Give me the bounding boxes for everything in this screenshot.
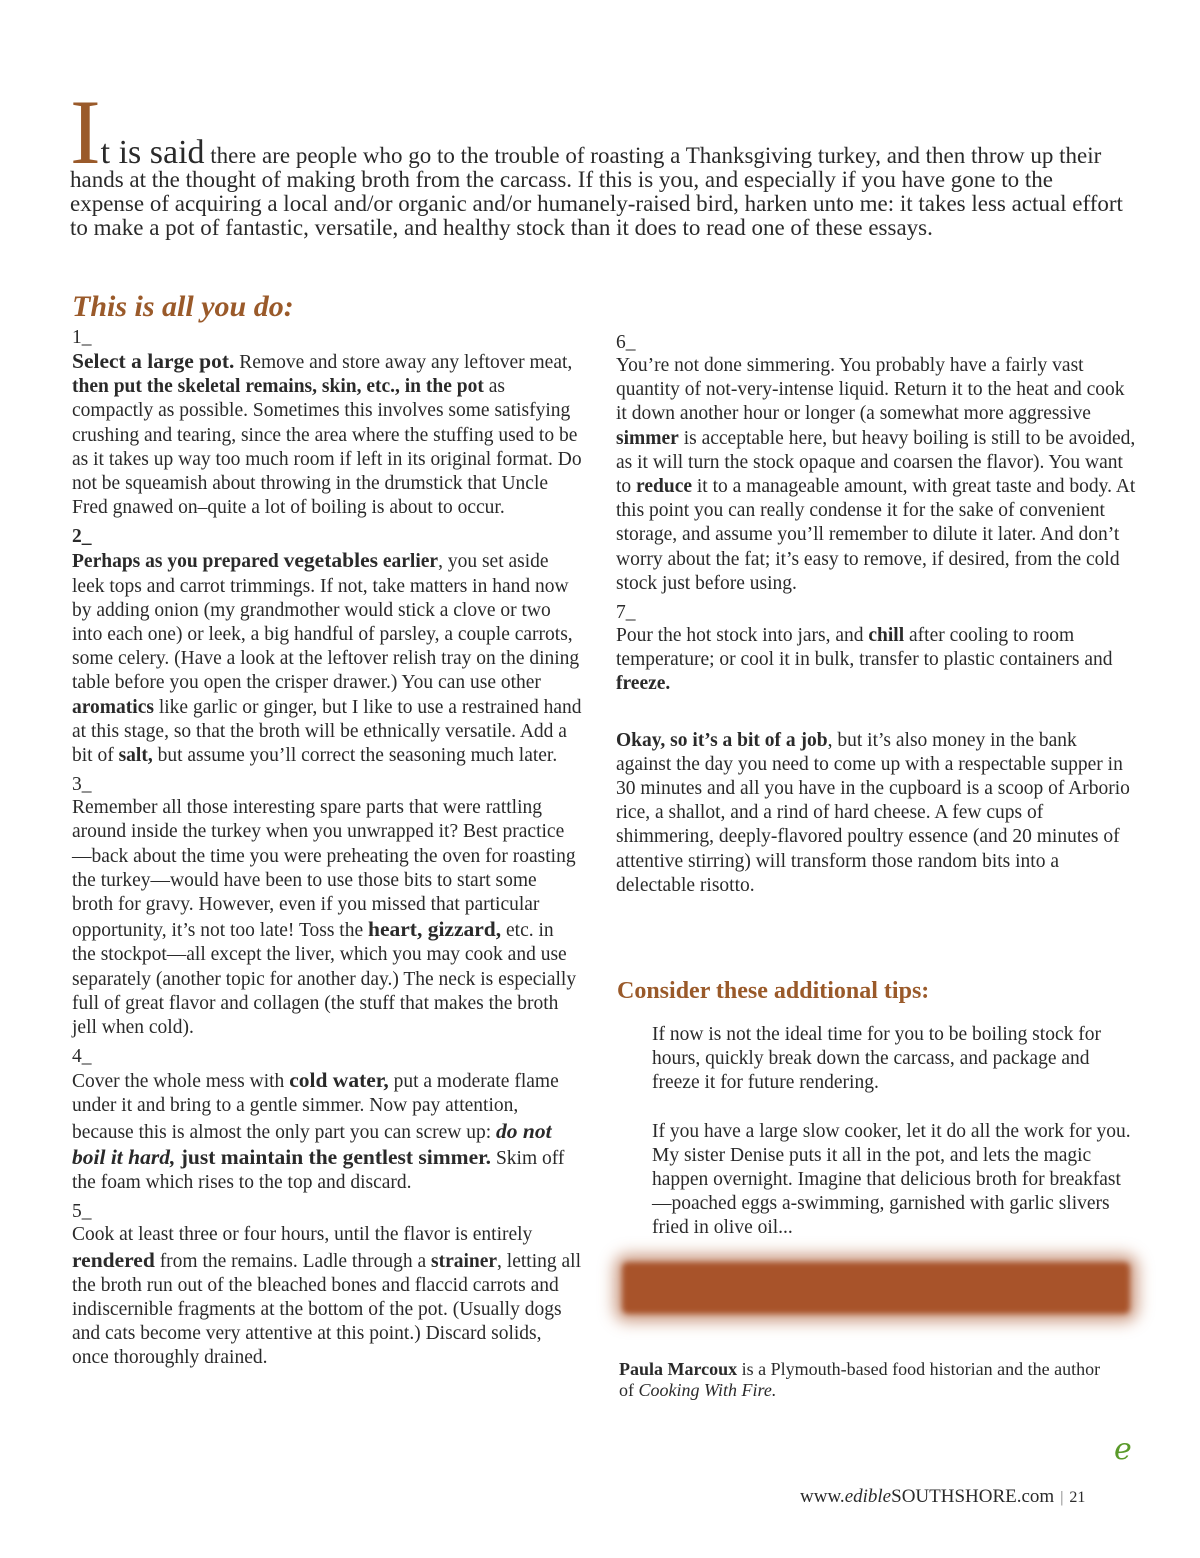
step-number: 6_ bbox=[616, 332, 636, 353]
step-5 bbox=[72, 1201, 582, 1370]
step-text-part: Cover the whole mess with bbox=[72, 1071, 290, 1093]
step-text-part: but assume you’ll correct the seasoning much later. bbox=[152, 745, 558, 767]
step-text-part: Pour the hot stock into jars, and bbox=[616, 625, 869, 647]
step-emphasis: rendered bbox=[72, 1247, 155, 1272]
tips-title: Consider these additional tips: bbox=[617, 978, 930, 1004]
intro-paragraph bbox=[70, 81, 1130, 240]
step-text bbox=[616, 354, 1136, 596]
closing-paragraph bbox=[616, 729, 1136, 898]
closing-emphasis: Okay, so it’s a bit of a job bbox=[616, 729, 828, 751]
step-text bbox=[72, 796, 582, 1040]
step-emphasis: simmer bbox=[616, 427, 679, 449]
footer bbox=[800, 1486, 1130, 1508]
step-2 bbox=[72, 526, 582, 768]
step-text-part: put a moderate flame under it and bring to a gentle simmer. Now pay attention, because this is almost the only part you can screw up: bbox=[72, 1071, 559, 1143]
step-1 bbox=[72, 327, 582, 520]
step-4 bbox=[72, 1046, 582, 1195]
intro-text: there are people who go to the trouble of roasting a Thanksgiving turkey, and then throw up their hands at the thought of making broth from the carcass. If this is you, and especially if you have gone to the expense of acquiring a local and/or organic and/or humanely-raised bird, harken unto me: it takes less actual effort to make a pot of fantastic, versatile, and healthy stock than it does to read one of these essays. bbox=[70, 143, 1123, 240]
step-emphasis: Perhaps as you prepared bbox=[72, 551, 284, 573]
step-emphasis: earlier bbox=[377, 551, 439, 573]
step-text-part: Remove and store away any leftover meat, bbox=[234, 352, 573, 373]
author-name: Paula Marcoux bbox=[619, 1359, 738, 1379]
step-emphasis: just maintain the gentlest simmer. bbox=[175, 1144, 492, 1169]
step-emphasis: do not boil it hard, bbox=[72, 1118, 552, 1169]
page-number: 21 bbox=[1069, 1489, 1086, 1506]
author-bio bbox=[619, 1359, 1119, 1401]
step-emphasis: aromatics bbox=[72, 696, 154, 718]
step-text-part: Skim off the foam which rises to the top and discard. bbox=[72, 1147, 565, 1194]
author-book: Cooking With Fire. bbox=[638, 1380, 777, 1400]
step-emphasis: vegetables bbox=[283, 548, 378, 573]
step-text bbox=[72, 1223, 582, 1370]
section-title: This is all you do: bbox=[72, 290, 294, 323]
step-text-part: like garlic or ginger, but I like to use a restrained hand at this stage, so that the broth will be ethnically versatile. Add a bit of bbox=[72, 696, 582, 767]
step-text-part: it to a manageable amount, with great taste and body. At this point you can really condense it for the sake of convenient storage, and assume you’ll remember to dilute it later. And don’t worry about the fat; it’s easy to remove, if desired, from the cold stock just before using. bbox=[616, 476, 1136, 594]
footer-url-suffix: .com bbox=[1016, 1486, 1055, 1507]
step-text bbox=[72, 349, 582, 520]
step-text bbox=[616, 624, 1136, 697]
step-3 bbox=[72, 774, 582, 1040]
step-text-part: as compactly as possible. Sometimes this involves some satisfying crushing and tearing, since the area where the stuffing used to be as it takes up way too much room if left in its original format. Do not be squeamish about throwing in the drumstick that Uncle Fred gnawed on–quite a lot of boiling is about to occur. bbox=[72, 376, 582, 519]
tip-item: If you have a large slow cooker, let it do all the work for you. My sister Denise puts it all in the pot, and lets the magic happen overnight. Imagine that delicious broth for breakfast—poached eggs a-swimming, garnished with garlic slivers fried in olive oil... bbox=[652, 1120, 1131, 1239]
step-number: 4_ bbox=[72, 1046, 92, 1068]
step-text-part: after cooling to room temperature; or cool it in bulk, transfer to plastic containers and bbox=[616, 625, 1113, 671]
closing-text: , but it’s also money in the bank against the day you need to come up with a respectable supper in 30 minutes and all you have in the cupboard is a scoop of Arborio rice, a shallot, and a rind of hard cheese. A few cups of shimmering, deeply-flavored poultry essence (and 20 minutes of attentive stirring) will transform those random bits into a delectable risotto. bbox=[616, 729, 1130, 896]
decorative-bar bbox=[622, 1262, 1130, 1314]
edible-logo-icon: e bbox=[1114, 1432, 1132, 1467]
step-emphasis: Select a large pot. bbox=[72, 349, 235, 373]
step-emphasis: heart, gizzard, bbox=[368, 917, 502, 942]
tip-item: If now is not the ideal time for you to be boiling stock for hours, quickly break down the carcass, and package and freeze it for future rendering. bbox=[652, 1024, 1101, 1094]
step-emphasis: salt, bbox=[118, 745, 153, 767]
step-emphasis: freeze. bbox=[616, 673, 671, 695]
step-number: 2_ bbox=[72, 526, 92, 548]
step-7 bbox=[616, 602, 1136, 697]
step-text-part: is acceptable here, but heavy boiling is still to be avoided, as it will turn the stock opaque and coarsen the flavor). You want to bbox=[616, 427, 1136, 498]
footer-edible: edible bbox=[844, 1486, 892, 1507]
footer-separator: | bbox=[1060, 1489, 1064, 1506]
step-emphasis: strainer bbox=[430, 1250, 498, 1272]
step-text-part: etc. in the stockpot—all except the liver, which you may cook and use separately (another topic for another day.) The neck is especially full of great flavor and collagen (the stuff that makes the broth jell when cold). bbox=[72, 920, 577, 1039]
step-emphasis: cold water, bbox=[289, 1068, 389, 1093]
step-text bbox=[72, 548, 582, 768]
footer-site: SOUTHSHORE bbox=[891, 1486, 1017, 1507]
step-number: 7_ bbox=[616, 602, 636, 624]
right-column bbox=[616, 332, 1136, 918]
step-text-part: Cook at least three or four hours, until the flavor is entirely bbox=[72, 1224, 533, 1246]
intro-lead: t is said bbox=[100, 134, 205, 171]
step-emphasis: reduce bbox=[636, 476, 693, 498]
step-text-part: You’re not done simmering. You probably have a fairly vast quantity of not-very-intense liquid. Return it to the heat and cook it down another hour or longer (a somewhat more aggressive bbox=[616, 355, 1125, 425]
drop-cap: I bbox=[70, 81, 101, 183]
step-number: 3_ bbox=[72, 774, 92, 796]
step-text-part: Remember all those interesting spare parts that were rattling around inside the turkey when you unwrapped it? Best practice—back about the time you were preheating the oven for roasting the turkey—would have been to use those bits to start some broth for gravy. However, even if you missed that particular opportunity, it’s not too late! Toss the bbox=[72, 797, 576, 942]
author-bio-text: is a Plymouth-based food historian and the author of bbox=[619, 1359, 1101, 1400]
tips-list bbox=[652, 1023, 1132, 1265]
left-column bbox=[72, 327, 582, 1377]
step-6 bbox=[616, 332, 1136, 596]
step-text-part: , letting all the broth run out of the bleached bones and flaccid carrots and indiscernible fragments at the bottom of the pot. (Usually dogs and cats become very attentive at this point.) Discard solids, once thoroughly drained. bbox=[72, 1250, 581, 1369]
step-text bbox=[72, 1068, 582, 1195]
step-number: 1_ bbox=[72, 327, 92, 348]
step-emphasis: then put the skeletal remains, skin, etc., in the pot bbox=[72, 376, 484, 398]
step-number: 5_ bbox=[72, 1201, 92, 1223]
step-text-part: , you set aside leek tops and carrot trimmings. If not, take matters in hand now by adding onion (my grandmother would stick a clove or two into each one) or leek, a big handful of parsley, a couple carrots, some celery. (Have a look at the leftover relish tray on the dining table before you open the crisper drawer.) You can use other bbox=[72, 551, 580, 694]
step-text-part: from the remains. Ladle through a bbox=[154, 1250, 431, 1272]
step-emphasis: chill bbox=[868, 625, 905, 647]
footer-url-prefix: www. bbox=[800, 1486, 845, 1507]
